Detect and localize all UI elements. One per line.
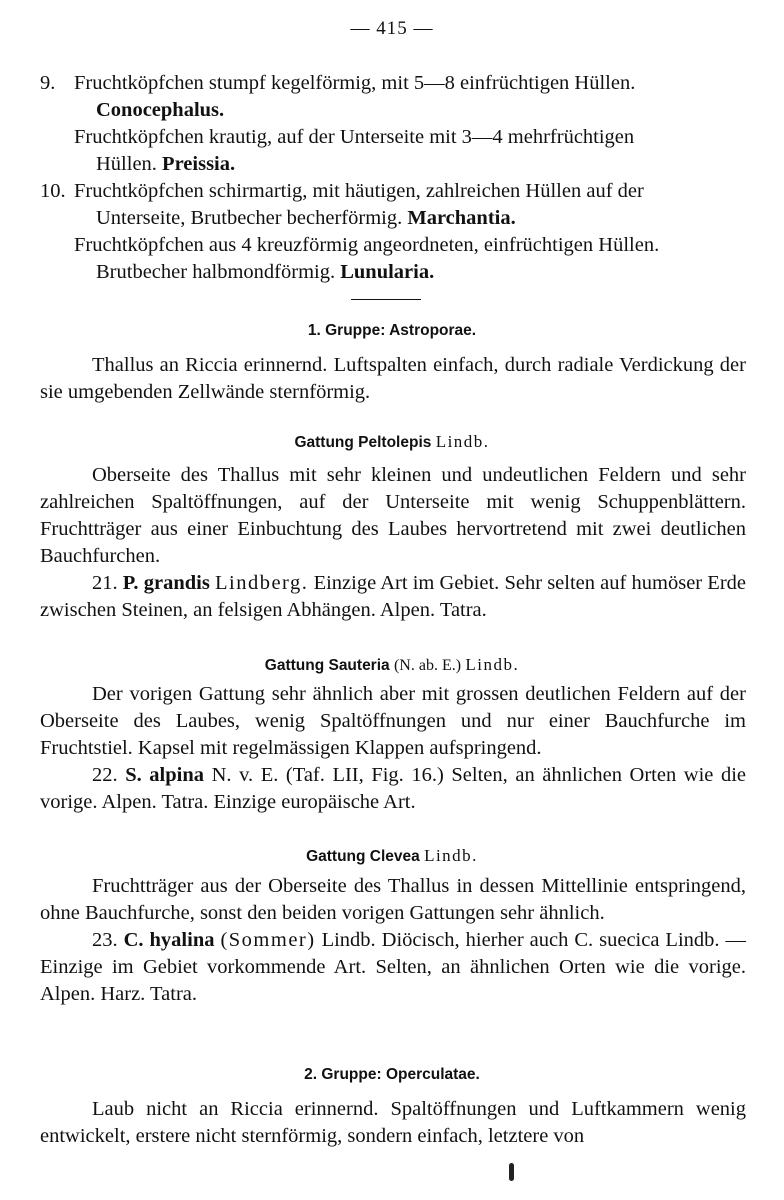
species-text: N. v. E. (Taf. LII, Fig. 16.) Selten, an ähnlichen Orten wie die vorige. Alpen. Tatra. Einzige europäische Art. [40,764,746,813]
species-number: 23. [92,929,118,951]
paragraph-text: Der vorigen Gattung sehr ähnlich aber mit grossen deutlichen Feldern auf der Oberseite des Laubes, wenig Spaltöffnungen und nur einer Bauchfurche im Fruchtstiel. Kapsel mit regelmässigen Klappen aufspringend. [40,683,746,759]
genus-author-prefix: (N. ab. E.) [393,657,462,674]
key-genus-conocephalus: Conocephalus. [96,99,225,121]
group-description [40,352,746,406]
section-divider [351,299,421,300]
paragraph-text: Oberseite des Thallus mit sehr kleinen und undeutlichen Feldern und sehr zahlreichen Spaltöffnungen, auf der Unterseite mit wenig Schuppenblättern. Fruchtträger aus einer Einbuchtung des Laubes hervortretend mit zwei deutlichen Bauchfurchen. [40,464,746,567]
species-entry [40,570,746,624]
key-line-10 [40,178,750,205]
genus-heading-clevea [0,846,784,866]
species-name: P. grandis [122,572,210,594]
genus-description [40,873,746,1008]
species-entry [40,927,746,1008]
genus-author: Lindb. [424,846,478,865]
key-text: Fruchtköpfchen stumpf kegelförmig, mit 5—8 einfrüchtigen Hüllen. [74,72,636,94]
genus-heading-sauteria [0,655,784,675]
key-text: Unterseite, Brutbecher becherförmig. [96,207,403,229]
genus-author: Lindb. [465,655,520,674]
identification-key [40,70,750,286]
paragraph-text: Thallus an Riccia erinnernd. Luftspalten einfach, durch radiale Verdickung der sie umgebenden Zellwände sternförmig. [40,354,746,403]
group-heading-operculatae: 2. Gruppe: Operculatae. [304,1066,480,1083]
genus-description [40,462,746,624]
key-line [40,259,750,286]
species-author: Lindberg. [214,572,309,594]
key-line [40,151,750,178]
species-number: 21. [92,572,118,594]
key-text: Fruchtköpfchen schirmartig, mit häutigen, zahlreichen Hüllen auf der [74,180,644,202]
genus-author: Lindb. [435,432,490,451]
genus-title: Gattung Sauteria [264,657,390,674]
key-genus-marchantia: Marchantia. [407,207,516,229]
key-text: Fruchtköpfchen krautig, auf der Unterseite mit 3—4 mehrfrüchtigen [74,126,635,148]
key-text: Hüllen. [96,153,157,175]
paragraph-text: Laub nicht an Riccia erinnernd. Spaltöffnungen und Luftkammern wenig entwickelt, erstere nicht sternförmig, sondern einfach, letztere von [40,1098,746,1147]
page-number: — 415 — [350,18,434,39]
genus-description [40,681,746,816]
species-text: Einzige Art im Gebiet. Sehr selten auf humöser Erde zwischen Steinen, an felsigen Abhängen. Alpen. Tatra. [40,572,746,621]
species-text: Lindb. Diöcisch, hierher auch C. suecica Lindb. — Einzige im Gebiet vorkommende Art. Selten, an ähnlichen Orten wie die vorige. Alpen. Harz. Tatra. [40,929,746,1005]
group-description [40,1096,746,1150]
species-number: 22. [92,764,118,786]
key-number: 9. [40,72,56,94]
key-genus-preissia: Preissia. [162,153,236,175]
paragraph-text: Fruchtträger aus der Oberseite des Thallus in dessen Mittellinie entspringend, ohne Bauchfurche, sonst den beiden vorigen Gattungen sehr ähnlich. [40,875,746,924]
group-heading-astroporae: 1. Gruppe: Astroporae. [307,322,477,339]
species-author: (Sommer) [220,929,316,951]
species-name: C. hyalina [123,929,215,951]
key-text: Brutbecher halbmondförmig. [96,261,336,283]
scan-artifact [509,1163,514,1181]
key-line-9 [40,70,750,97]
genus-title: Gattung Peltolepis [294,434,432,451]
key-line [40,205,750,232]
genus-heading-peltolepis [0,432,784,452]
species-entry [40,762,746,816]
species-name: S. alpina [125,764,204,786]
genus-title: Gattung Clevea [306,848,420,865]
key-text: Fruchtköpfchen aus 4 kreuzförmig angeordneten, einfrüchtigen Hüllen. [74,234,660,256]
key-number: 10. [40,180,66,202]
key-genus-lunularia: Lunularia. [340,261,435,283]
